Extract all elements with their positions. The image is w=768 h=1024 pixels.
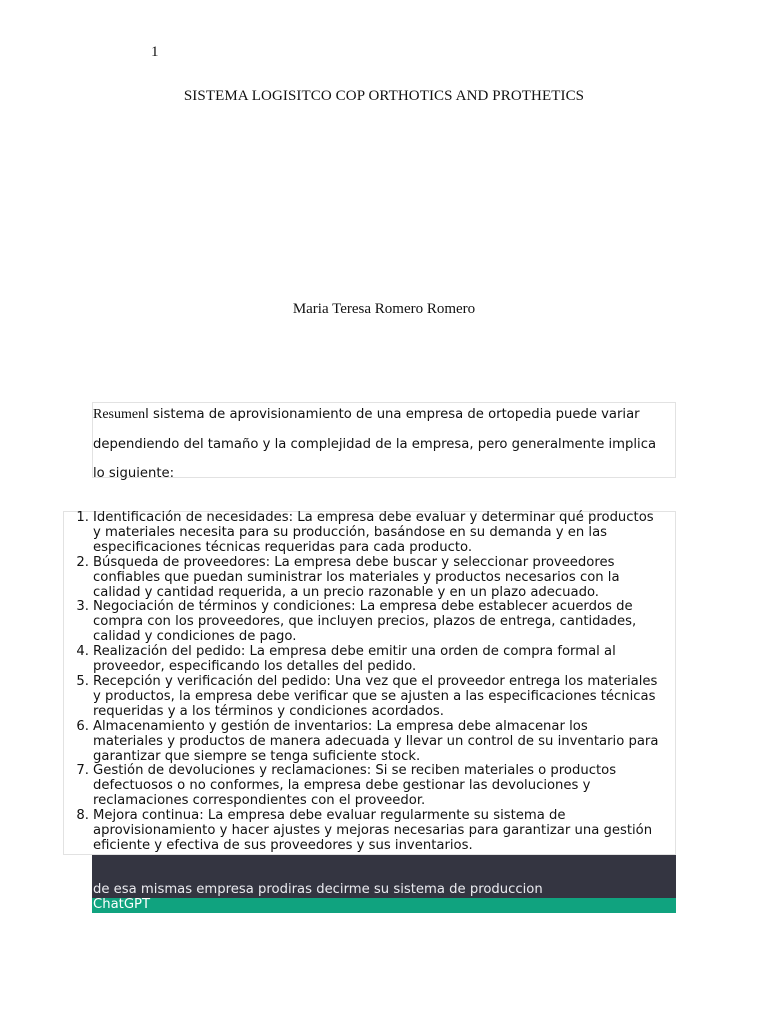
process-steps-list <box>76 510 677 854</box>
list-item: 4. Realización del pedido: La empresa debe emitir una orden de compra formal al proveedor, especificando los detalles del pedido. <box>76 644 616 675</box>
author-name: Maria Teresa Romero Romero <box>292 301 476 317</box>
list-item: 5. Recepción y verificación del pedido: Una vez que el proveedor entrega los materiales y productos, la empresa debe verificar que se ajusten a las especificaciones técnicas requeridas y a los términos y condiciones acordados. <box>76 673 658 719</box>
list-item: 3. Negociación de términos y condiciones: La empresa debe establecer acuerdos de compra con los proveedores, que incluyen precios, plazos de entrega, cantidades, calidad y condiciones de pago. <box>76 599 637 645</box>
list-item: 8. Mejora continua: La empresa debe evaluar regularmente su sistema de aprovisionamiento y hacer ajustes y mejoras necesarias para garantizar una gestión eficiente y efectiva de sus proveedores y sus inventarios. <box>76 808 653 853</box>
list-item: 6. Almacenamiento y gestión de inventarios: La empresa debe almacenar los materiales y productos de manera adecuada y llevar un control de su inventario para garantizar que siempre se tenga suficiente stock. <box>76 718 659 764</box>
summary-line-3: lo siguiente: <box>93 466 175 481</box>
summary-lead: Resumen <box>93 407 146 422</box>
assistant-label: ChatGPT <box>93 897 151 912</box>
summary-line-1: l sistema de aprovisionamiento de una empresa de ortopedia puede variar <box>145 407 640 422</box>
document-title: SISTEMA LOGISITCO COP ORTHOTICS AND PROTHETICS <box>183 88 585 104</box>
list-item: 1. Identificación de necesidades: La empresa debe evaluar y determinar qué productos y materiales necesita para su producción, basándose en su demanda y en las especificaciones técnicas requeridas para cada producto. <box>76 510 654 555</box>
page-number: 1 <box>151 44 159 60</box>
list-item: 7. Gestión de devoluciones y reclamaciones: Si se reciben materiales o productos defectuosos o no conformes, la empresa debe gestionar las devoluciones y reclamaciones correspondientes con el proveedor. <box>76 763 617 809</box>
summary-paragraph <box>93 400 677 489</box>
chat-prompt-text: de esa mismas empresa prodiras decirme su sistema de produccion <box>93 882 543 897</box>
summary-line-2: dependiendo del tamaño y la complejidad de la empresa, pero generalmente implica <box>93 436 657 452</box>
list-item: 2. Búsqueda de proveedores: La empresa debe buscar y seleccionar proveedores confiables que puedan suministrar los materiales y productos necesarios con la calidad y cantidad requerida, a un precio razonable y en un plazo adecuado. <box>76 554 620 600</box>
assistant-label-bar <box>92 898 676 913</box>
